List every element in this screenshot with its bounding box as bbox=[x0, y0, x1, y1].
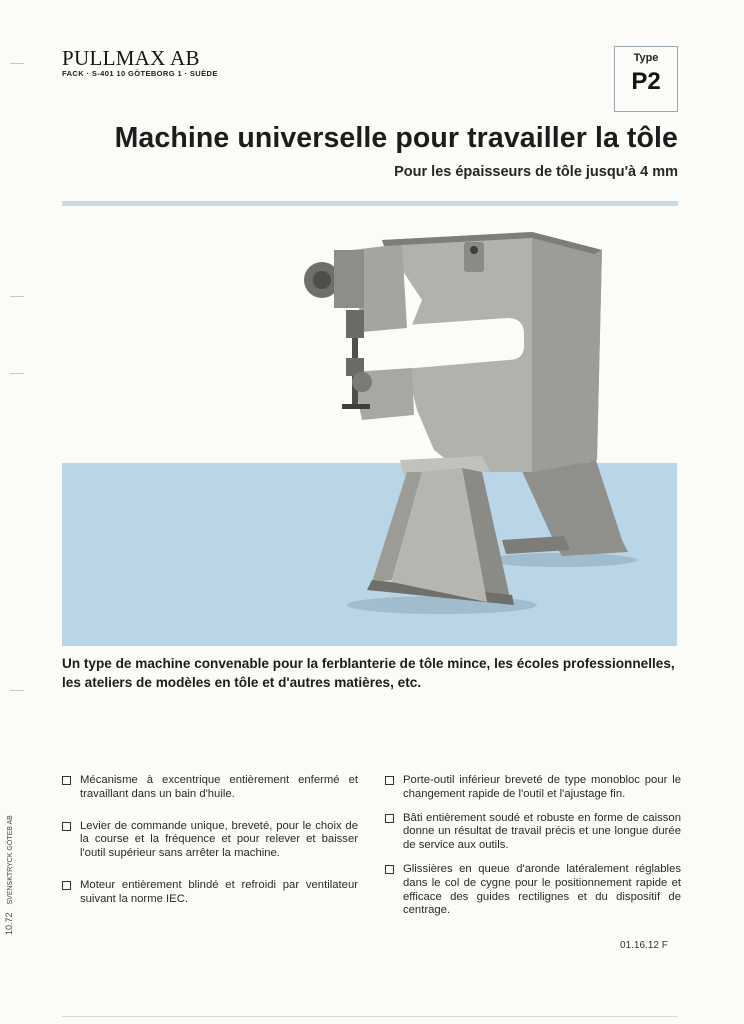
checkbox-icon bbox=[385, 865, 394, 874]
feature-text: Mécanisme à excentrique entièrement enfermé et travaillant dans un bain d'huile. bbox=[80, 774, 358, 800]
checkbox-icon bbox=[62, 881, 71, 890]
type-model: P2 bbox=[631, 68, 661, 95]
feature-item bbox=[385, 774, 681, 802]
machine-photo bbox=[62, 210, 677, 646]
accent-rule bbox=[62, 201, 678, 206]
machine-front-stand bbox=[367, 456, 514, 605]
checkbox-icon bbox=[385, 814, 394, 823]
checkbox-icon bbox=[62, 776, 71, 785]
company-name: PULLMAX AB bbox=[62, 46, 200, 70]
bottom-rule bbox=[62, 1016, 678, 1017]
checkbox-icon bbox=[62, 822, 71, 831]
feature-text: Glissières en queue d'aronde latéralement réglables dans le col de cygne pour le positionnement rapide et efficace des guides rectilignes et du dispositif de centrage. bbox=[403, 862, 681, 917]
feature-item bbox=[62, 774, 358, 802]
printer-name: SVENSKTRYCK GÖTEB AB bbox=[7, 815, 14, 905]
type-box bbox=[614, 46, 678, 112]
feature-item bbox=[385, 812, 681, 853]
feature-list-right bbox=[385, 774, 681, 928]
print-code bbox=[4, 815, 14, 935]
page-subtitle: Pour les épaisseurs de tôle jusqu'à 4 mm bbox=[394, 164, 678, 180]
document-reference: 01.16.12 F bbox=[620, 940, 668, 951]
feature-item bbox=[385, 863, 681, 918]
feature-text: Moteur entièrement blindé et refroidi par ventilateur suivant la norme IEC. bbox=[80, 878, 358, 905]
feature-list-left bbox=[62, 774, 358, 925]
margin-mark bbox=[10, 296, 24, 297]
page-title: Machine universelle pour travailler la tôle bbox=[114, 122, 678, 154]
company-address: FACK · S-401 10 GÖTEBORG 1 · SUÈDE bbox=[62, 69, 218, 78]
feature-text: Porte-outil inférieur breveté de type monobloc pour le changement rapide de l'outil et l'ajustage fin. bbox=[403, 774, 681, 800]
margin-mark bbox=[10, 373, 24, 374]
margin-mark bbox=[10, 690, 24, 691]
intro-paragraph: Un type de machine convenable pour la ferblanterie de tôle mince, les écoles professionnelles, les ateliers de modèles en tôle et d'autres matières, etc. bbox=[62, 656, 675, 690]
checkbox-icon bbox=[385, 776, 394, 785]
print-date: 10.72 bbox=[4, 912, 14, 935]
feature-text: Bâti entièrement soudé et robuste en forme de caisson donne un résultat de travail précis et une longue durée de service aux outils. bbox=[403, 811, 681, 852]
feature-item bbox=[62, 879, 358, 907]
feature-item bbox=[62, 820, 358, 861]
feature-text: Levier de commande unique, breveté, pour le choix de la course et la fréquence et pour relever et baisser l'outil supérieur sans arrêter la machine. bbox=[80, 819, 358, 860]
margin-mark bbox=[10, 63, 24, 64]
type-label: Type bbox=[633, 52, 659, 64]
